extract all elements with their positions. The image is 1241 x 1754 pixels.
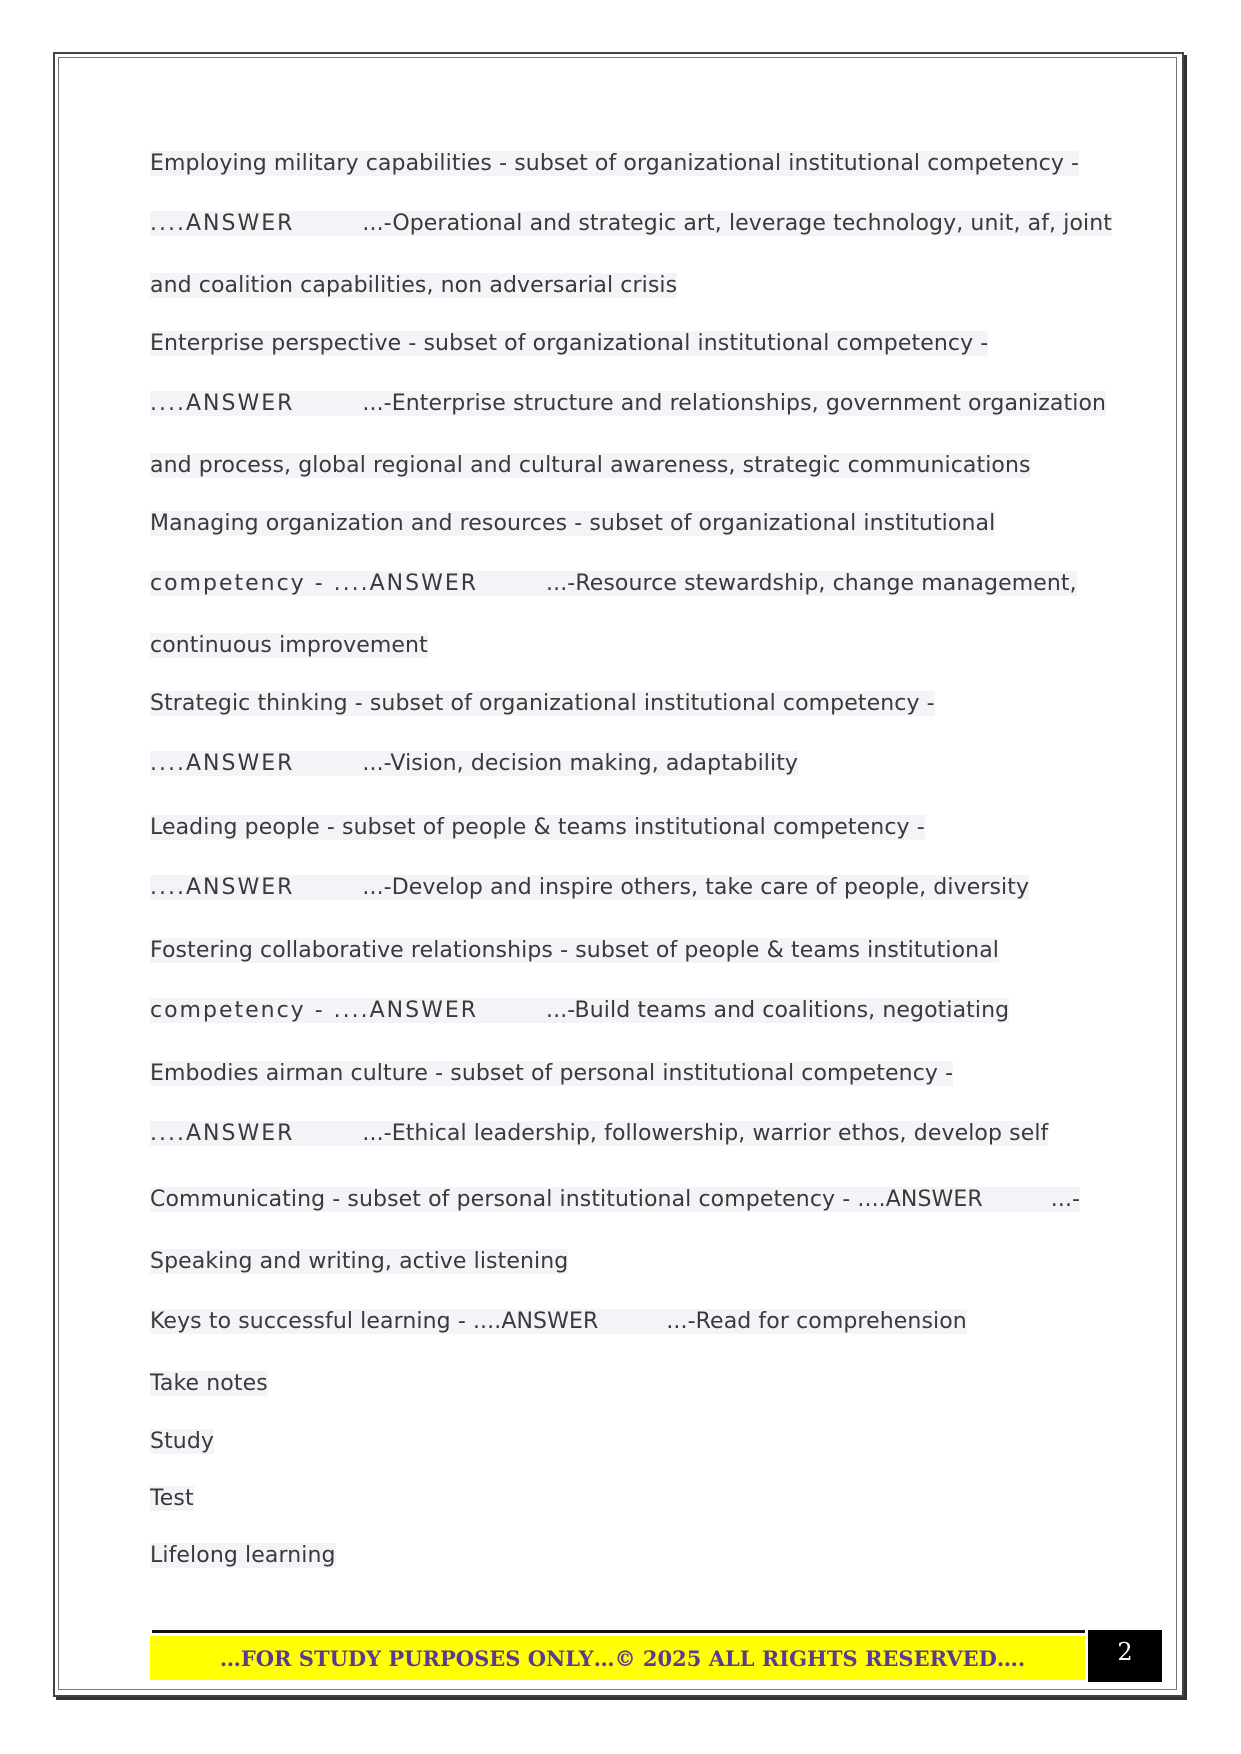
qa-answer-line: ....ANSWER ...-Vision, decision making, adaptability bbox=[150, 751, 799, 776]
qa-answer-continuation: continuous improvement bbox=[150, 633, 428, 658]
qa-answer-line: ....ANSWER ...-Enterprise structure and relationships, government organization bbox=[150, 391, 1107, 416]
qa-answer-line: ....ANSWER ...-Operational and strategic art, leverage technology, unit, af, joint bbox=[150, 211, 1113, 236]
qa-question-line: Leading people - subset of people & teams institutional competency - bbox=[150, 815, 925, 840]
qa-answer-line: ....ANSWER ...-Ethical leadership, followership, warrior ethos, develop self bbox=[150, 1121, 1049, 1146]
qa-answer-continuation: Speaking and writing, active listening bbox=[150, 1249, 569, 1274]
qa-answer-line: competency - ....ANSWER ...-Resource stewardship, change management, bbox=[150, 571, 1077, 596]
qa-question-line: Employing military capabilities - subset of organizational institutional competency - bbox=[150, 151, 1080, 176]
qa-answer-continuation: and coalition capabilities, non adversarial crisis bbox=[150, 273, 678, 298]
qa-question-line: Enterprise perspective - subset of organizational institutional competency - bbox=[150, 331, 989, 356]
footer-divider bbox=[152, 1630, 1085, 1633]
qa-question-line: Communicating - subset of personal institutional competency - ....ANSWER ...- bbox=[150, 1187, 1081, 1212]
qa-question-line: Fostering collaborative relationships - subset of people & teams institutional bbox=[150, 938, 999, 963]
list-item: Take notes bbox=[150, 1371, 268, 1396]
qa-answer-continuation: and process, global regional and cultural awareness, strategic communications bbox=[150, 453, 1031, 478]
list-item: Study bbox=[150, 1429, 215, 1454]
list-item: Test bbox=[150, 1486, 194, 1511]
page-number: 2 bbox=[1088, 1630, 1162, 1682]
list-item: Lifelong learning bbox=[150, 1543, 336, 1568]
qa-question-line: Strategic thinking - subset of organizational institutional competency - bbox=[150, 691, 935, 716]
footer-copyright: …FOR STUDY PURPOSES ONLY…© 2025 ALL RIGHTS RESERVED…. bbox=[150, 1636, 1085, 1680]
qa-question-line: Keys to successful learning - ....ANSWER ...-Read for comprehension bbox=[150, 1309, 967, 1334]
qa-answer-line: ....ANSWER ...-Develop and inspire others, take care of people, diversity bbox=[150, 875, 1030, 900]
qa-question-line: Embodies airman culture - subset of personal institutional competency - bbox=[150, 1061, 954, 1086]
qa-question-line: Managing organization and resources - subset of organizational institutional bbox=[150, 511, 996, 536]
qa-answer-line: competency - ....ANSWER ...-Build teams and coalitions, negotiating bbox=[150, 998, 1010, 1023]
